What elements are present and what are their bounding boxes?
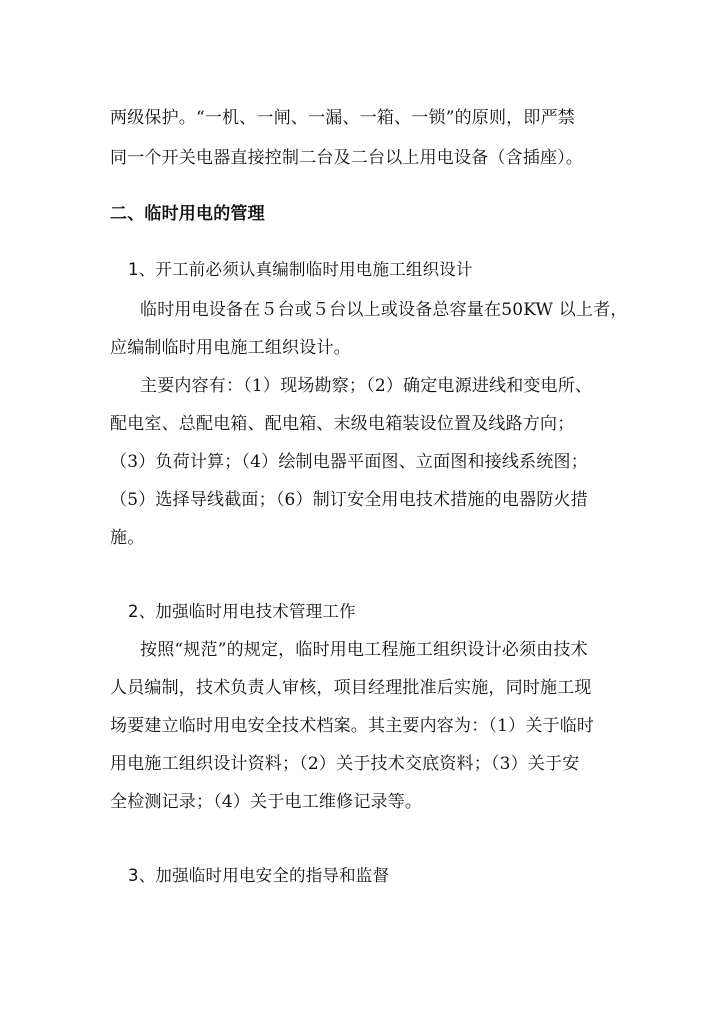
item-2-para-line-5: 全检测记录；（4）关于电工维修记录等。 — [110, 792, 423, 812]
item-1-para2-line-4: （5）选择导线截面；（6）制订安全用电技术措施的电器防火措 — [110, 490, 588, 510]
intro-line-1: 两级保护。“一机、一闸、一漏、一箱、一锁”的原则，即严禁 — [110, 108, 575, 128]
item-1-para2-line-3: （3）负荷计算；（4）绘制电器平面图、立面图和接线系统图； — [110, 452, 588, 472]
item-3-title: 3、加强临时用电安全的指导和监督 — [128, 866, 390, 885]
item-2-title: 2、加强临时用电技术管理工作 — [128, 602, 356, 621]
item-2-para-line-1: 按照“规范”的规定，临时用电工程施工组织设计必须由技术 — [140, 640, 588, 660]
item-2-para-line-4: 用电施工组织设计资料；（2）关于技术交底资料；（3）关于安 — [110, 754, 580, 774]
item-1-para1-line-2: 应编制临时用电施工组织设计。 — [110, 338, 351, 358]
item-1-title: 1、开工前必须认真编制临时用电施工组织设计 — [128, 260, 473, 279]
item-2-para-line-3: 场要建立临时用电安全技术档案。其主要内容为：（1）关于临时 — [110, 716, 595, 736]
section-heading: 二、临时用电的管理 — [110, 204, 265, 224]
item-1-para2-line-2: 配电室、总配电箱、配电箱、末级电箱装设位置及线路方向； — [110, 414, 575, 434]
item-1-para1-line-1: 临时用电设备在５台或５台以上或设备总容量在50KW 以上者， — [140, 300, 628, 320]
item-2-para-line-2: 人员编制，技术负责人审核，项目经理批准后实施，同时施工现 — [110, 678, 592, 698]
intro-line-2: 同一个开关电器直接控制二台及二台以上用电设备（含插座）。 — [110, 148, 584, 168]
item-1-para2-line-5: 施。 — [110, 528, 145, 548]
item-1-para2-line-1: 主要内容有：（1）现场勘察；（2）确定电源进线和变电所、 — [140, 376, 593, 396]
